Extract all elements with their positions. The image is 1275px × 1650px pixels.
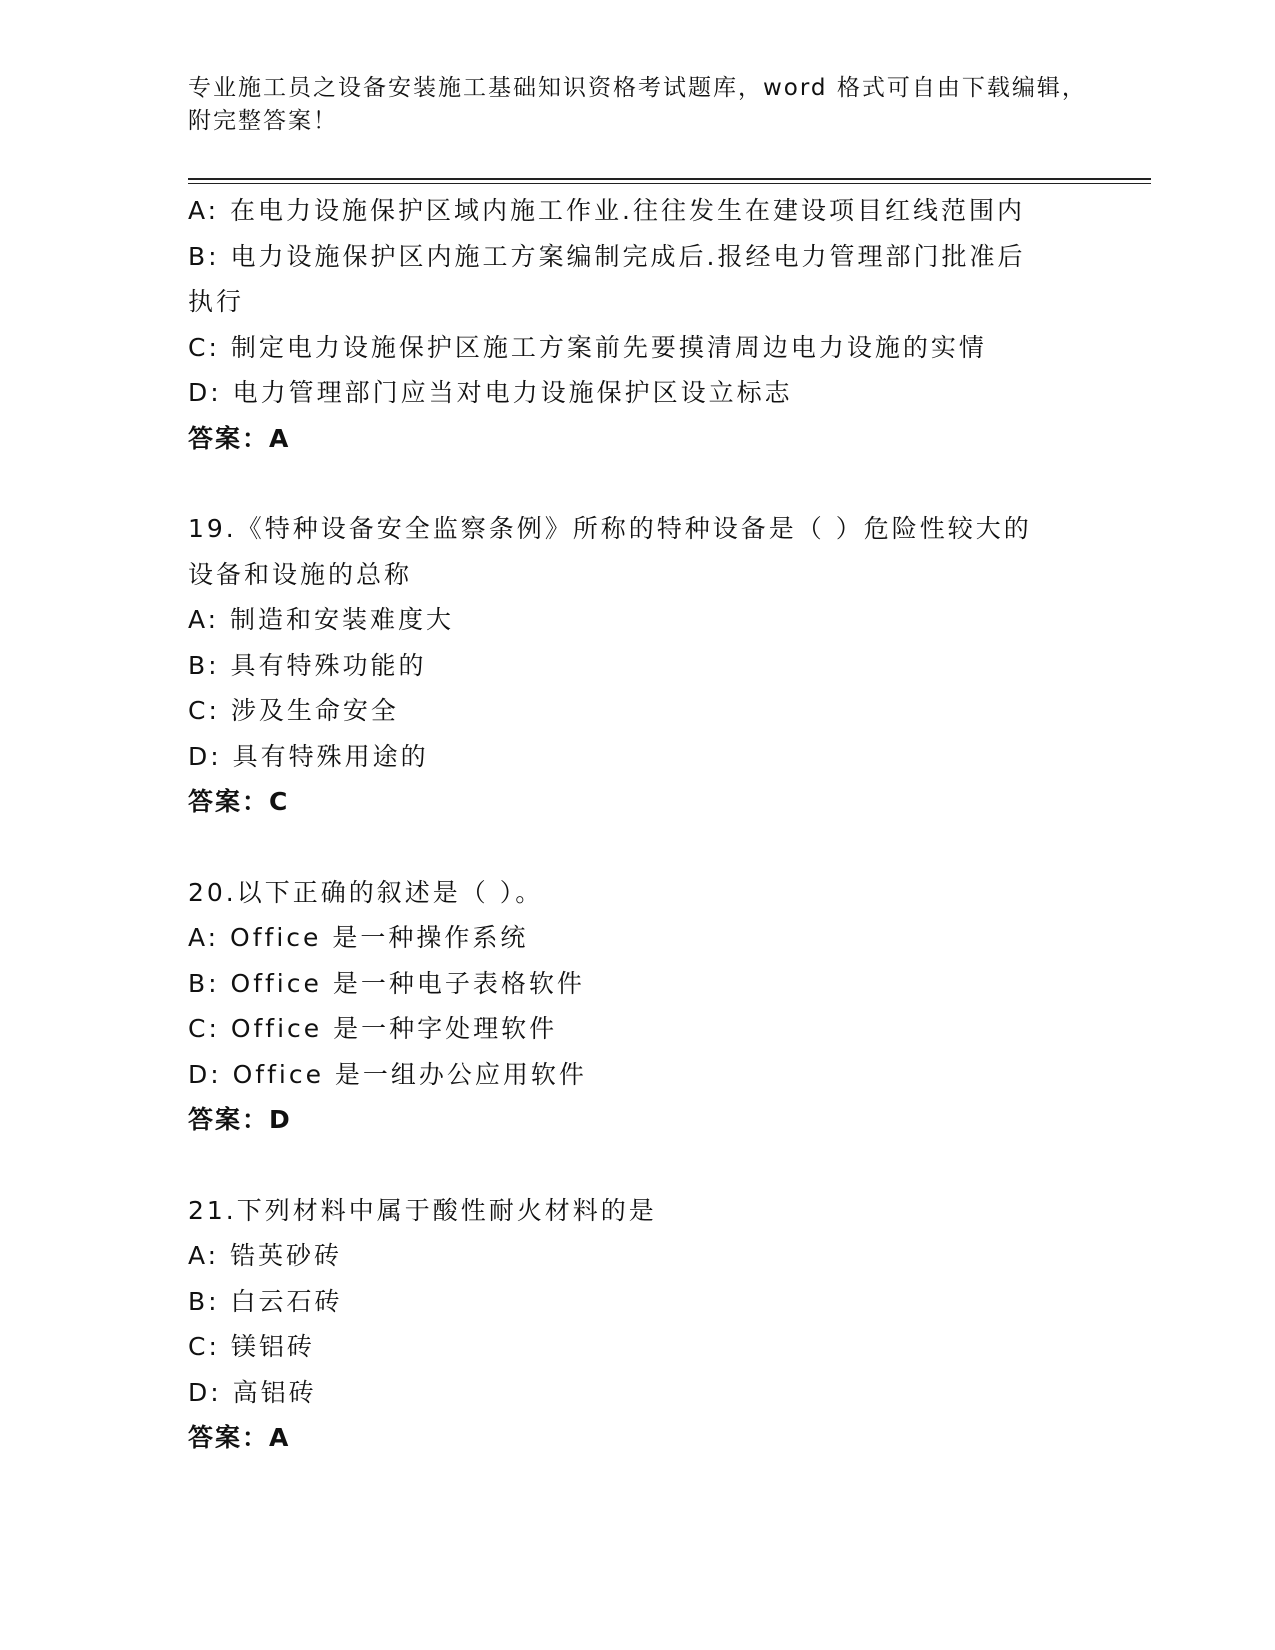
question-19 xyxy=(188,506,1088,825)
spacer xyxy=(188,461,1088,506)
option-a: A: 制造和安装难度大 xyxy=(188,605,455,634)
option-d: D: 高铝砖 xyxy=(188,1377,317,1407)
header-line-2: 附完整答案！ xyxy=(188,108,338,134)
question-21-text: 21.下列材料中属于酸性耐火材料的是 xyxy=(188,1195,657,1225)
spacer xyxy=(188,825,1088,870)
header-line-1: 专业施工员之设备安装施工基础知识资格考试题库，word 格式可自由下载编辑， xyxy=(188,75,1087,101)
option-c: C: Office 是一种字处理软件 xyxy=(188,1014,558,1043)
option-d: D: 电力管理部门应当对电力设施保护区设立标志 xyxy=(188,378,793,407)
answer-21: 答案：A xyxy=(188,1423,291,1452)
answer-20: 答案：D xyxy=(188,1105,292,1134)
question-20 xyxy=(188,870,1088,1143)
option-a: A: 在电力设施保护区域内施工作业.往往发生在建设项目红线范围内 xyxy=(188,196,1025,225)
option-d: D: Office 是一组办公应用软件 xyxy=(188,1059,587,1089)
option-a: A: 锆英砂砖 xyxy=(188,1241,343,1270)
option-b-continued: 执行 xyxy=(188,287,245,316)
option-c: C: 镁铝砖 xyxy=(188,1332,315,1361)
option-a: A: Office 是一种操作系统 xyxy=(188,923,529,952)
question-21 xyxy=(188,1188,1088,1461)
answer-18: 答案：A xyxy=(188,423,291,453)
spacer xyxy=(188,1143,1088,1188)
question-18 xyxy=(188,188,1088,461)
answer-19: 答案：C xyxy=(188,787,290,816)
option-b: B: 电力设施保护区内施工方案编制完成后.报经电力管理部门批准后 xyxy=(188,241,1026,271)
header-divider-thick xyxy=(188,178,1151,180)
question-list xyxy=(188,188,1088,1461)
document-header xyxy=(188,72,1088,138)
question-19-text-line-1: 19.《特种设备安全监察条例》所称的特种设备是（ ）危险性较大的 xyxy=(188,514,1032,543)
option-c: C: 制定电力设施保护区施工方案前先要摸清周边电力设施的实情 xyxy=(188,332,987,362)
option-d: D: 具有特殊用途的 xyxy=(188,741,429,771)
option-b: B: Office 是一种电子表格软件 xyxy=(188,968,585,998)
option-b: B: 具有特殊功能的 xyxy=(188,650,427,680)
question-20-text: 20.以下正确的叙述是（ ）。 xyxy=(188,877,544,907)
header-divider-thin xyxy=(188,183,1151,184)
option-b: B: 白云石砖 xyxy=(188,1286,343,1316)
option-c: C: 涉及生命安全 xyxy=(188,696,399,725)
question-19-text-line-2: 设备和设施的总称 xyxy=(188,559,413,589)
